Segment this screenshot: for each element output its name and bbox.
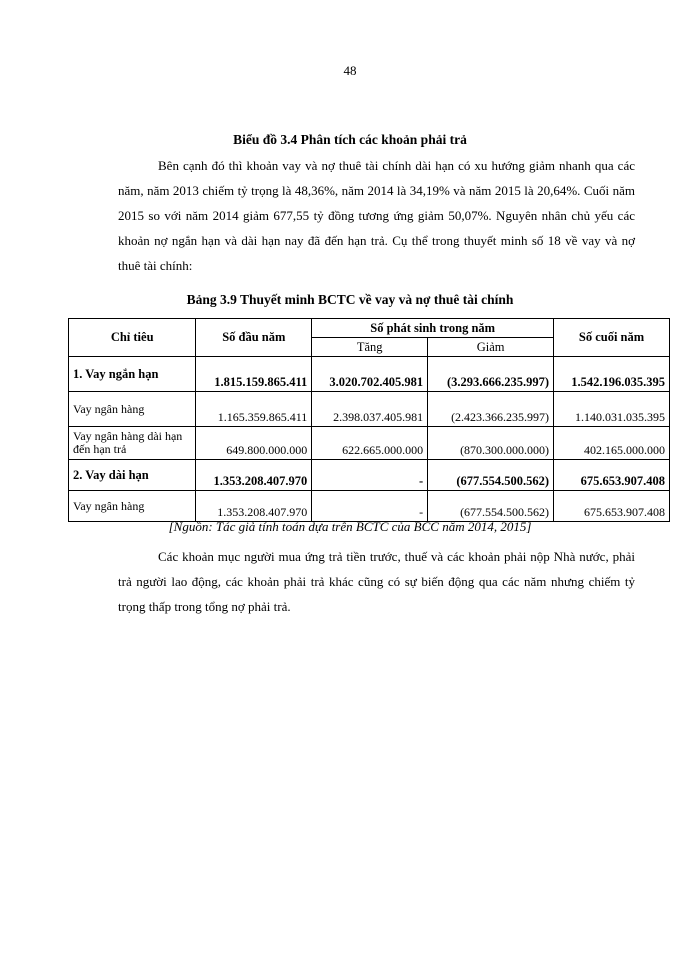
cell-increase: - <box>312 491 428 522</box>
cell-closing: 402.165.000.000 <box>554 427 670 460</box>
cell-opening: 1.815.159.865.411 <box>196 357 312 392</box>
header-increase: Tăng <box>312 338 428 357</box>
cell-opening: 1.353.208.407.970 <box>196 491 312 522</box>
row-label: 1. Vay ngắn hạn <box>69 357 196 392</box>
paragraph-1: Bên cạnh đó thì khoản vay và nợ thuê tài chính dài hạn có xu hướng giảm nhanh qua các năm, năm 2013 chiếm tỷ trọng là 48,36%, năm 2014 là 34,19% và năm 2015 là 20,64%. Cuối năm 2015 so với năm 2014 giảm 677,55 tỷ đồng tương ứng giảm 50,07%. Nguyên nhân chủ yếu các khoản nợ ngắn hạn và dài hạn nay đã đến hạn trả. Cụ thể trong thuyết minh số 18 về vay và nợ thuê tài chính: <box>118 158 635 273</box>
table-row <box>69 392 670 427</box>
cell-closing: 675.653.907.408 <box>554 460 670 491</box>
row-label: Vay ngân hàng <box>69 491 196 522</box>
cell-increase: 3.020.702.405.981 <box>312 357 428 392</box>
table-row <box>69 491 670 522</box>
cell-increase: 2.398.037.405.981 <box>312 392 428 427</box>
table-row <box>69 427 670 460</box>
cell-closing: 1.140.031.035.395 <box>554 392 670 427</box>
source-note: [Nguồn: Tác giả tính toán dựa trên BCTC của BCC năm 2014, 2015] <box>168 519 532 534</box>
cell-decrease: (677.554.500.562) <box>428 460 554 491</box>
header-arising: Số phát sinh trong năm <box>312 319 554 338</box>
cell-decrease: (677.554.500.562) <box>428 491 554 522</box>
header-decrease: Giảm <box>428 338 554 357</box>
cell-closing: 1.542.196.035.395 <box>554 357 670 392</box>
row-label: Vay ngân hàng <box>69 392 196 427</box>
cell-opening: 649.800.000.000 <box>196 427 312 460</box>
cell-decrease: (2.423.366.235.997) <box>428 392 554 427</box>
cell-increase: - <box>312 460 428 491</box>
cell-increase: 622.665.000.000 <box>312 427 428 460</box>
row-label: Vay ngân hàng dài hạn đến hạn trả <box>69 427 196 460</box>
table-title: Bảng 3.9 Thuyết minh BCTC về vay và nợ thuê tài chính <box>186 292 514 307</box>
row-label: 2. Vay dài hạn <box>69 460 196 491</box>
cell-decrease: (870.300.000.000) <box>428 427 554 460</box>
header-opening: Số đầu năm <box>196 319 312 357</box>
page-number: 48 <box>343 63 357 78</box>
table-row <box>69 460 670 491</box>
cell-opening: 1.353.208.407.970 <box>196 460 312 491</box>
header-closing: Số cuối năm <box>554 319 670 357</box>
table-header-row <box>69 319 670 338</box>
cell-decrease: (3.293.666.235.997) <box>428 357 554 392</box>
cell-opening: 1.165.359.865.411 <box>196 392 312 427</box>
table-row <box>69 357 670 392</box>
chart-heading: Biểu đồ 3.4 Phân tích các khoản phải trả <box>233 132 467 147</box>
header-indicator: Chỉ tiêu <box>69 319 196 357</box>
cell-closing: 675.653.907.408 <box>554 491 670 522</box>
paragraph-2: Các khoản mục người mua ứng trả tiền trước, thuế và các khoản phải nộp Nhà nước, phải trả người lao động, các khoản phải trả khác cũng có sự biến động qua các năm nhưng chiếm tỷ trọng thấp trong tổng nợ phải trả. <box>118 549 635 614</box>
loan-table <box>68 318 670 522</box>
